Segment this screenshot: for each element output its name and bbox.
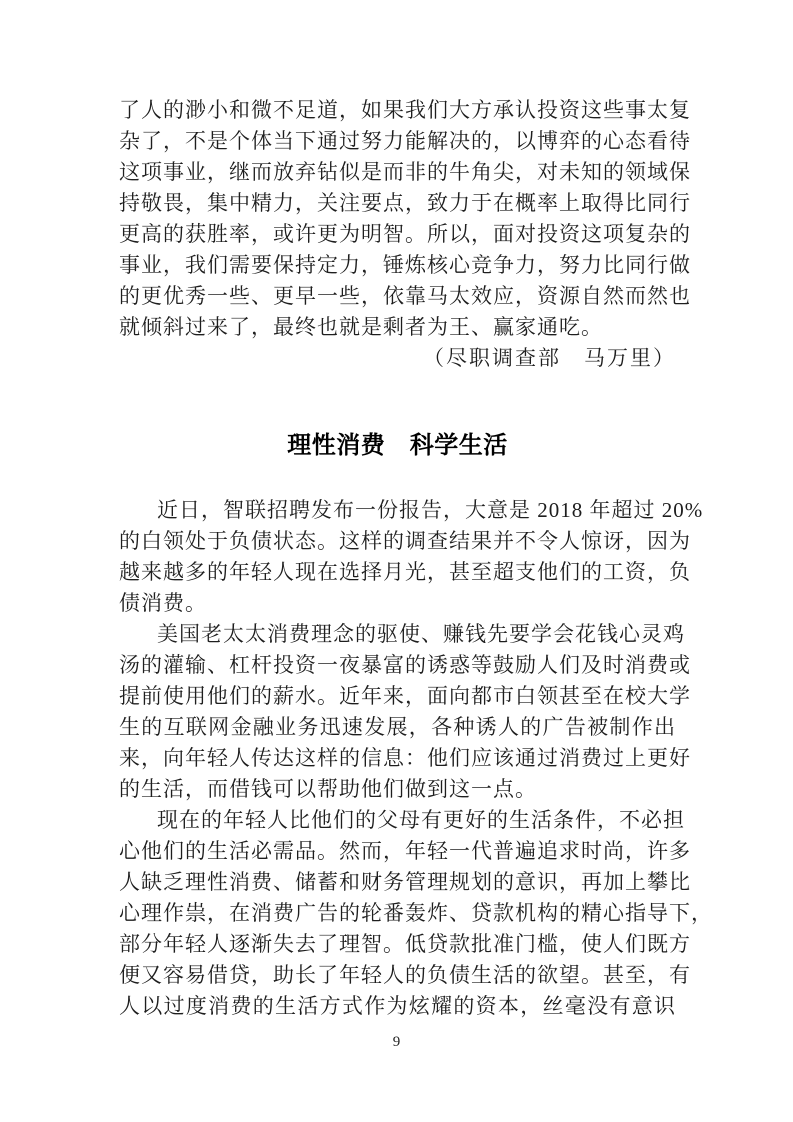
page-number: 9 bbox=[392, 1034, 401, 1050]
text-line: 便又容易借贷，助长了年轻人的负债生活的欲望。甚至，有 bbox=[119, 963, 691, 987]
text-line: 的白领处于负债状态。这样的调查结果并不令人惊讶，因为 bbox=[119, 529, 691, 553]
text-line: 债消费。 bbox=[119, 591, 207, 615]
text-line: 的生活，而借钱可以帮助他们做到这一点。 bbox=[119, 777, 537, 801]
paragraph bbox=[119, 805, 713, 1022]
article-title: 理性消费 科学生活 bbox=[287, 432, 508, 459]
text-line: 汤的灌输、杠杆投资一夜暴富的诱惑等鼓励人们及时消费或 bbox=[119, 653, 691, 677]
text-line: 越来越多的年轻人现在选择月光，甚至超支他们的工资，负 bbox=[119, 560, 691, 584]
text-line: 现在的年轻人比他们的父母有更好的生活条件，不必担 bbox=[157, 808, 685, 832]
text-line: 美国老太太消费理念的驱使、赚钱先要学会花钱心灵鸡 bbox=[157, 622, 685, 646]
article-attribution: （尽职调查部 马万里） bbox=[423, 346, 676, 370]
text-line: 人缺乏理性消费、储蓄和财务管理规划的意识，再加上攀比 bbox=[119, 870, 691, 894]
text-line: 来，向年轻人传达这样的信息：他们应该通过消费过上更好 bbox=[119, 746, 691, 770]
text-line: 事业，我们需要保持定力，锤炼核心竞争力，努力比同行做 bbox=[119, 253, 691, 277]
paragraph bbox=[119, 619, 691, 805]
text-line: 的更优秀一些、更早一些，依靠马太效应，资源自然而然也 bbox=[119, 284, 691, 308]
text-line: 持敬畏，集中精力，关注要点，致力于在概率上取得比同行 bbox=[119, 191, 691, 215]
previous-article-continuation bbox=[119, 95, 691, 374]
text-line: 近日，智联招聘发布一份报告，大意是 2018 年超过 20% bbox=[157, 498, 704, 522]
text-line: 更高的获胜率，或许更为明智。所以，面对投资这项复杂的 bbox=[119, 222, 691, 246]
text-line: 就倾斜过来了，最终也就是剩者为王、赢家通吃。 bbox=[119, 315, 603, 339]
text-line: 了人的渺小和微不足道，如果我们大方承认投资这些事太复 bbox=[119, 98, 691, 122]
text-line: 生的互联网金融业务迅速发展，各种诱人的广告被制作出 bbox=[119, 715, 676, 739]
text-line: 人以过度消费的生活方式作为炫耀的资本，丝毫没有意识 bbox=[119, 994, 676, 1018]
text-line: 部分年轻人逐渐失去了理智。低贷款批准门槛，使人们既方 bbox=[119, 932, 691, 956]
text-line: 杂了，不是个体当下通过努力能解决的，以博弈的心态看待 bbox=[119, 129, 691, 153]
text-line: 心他们的生活必需品。然而，年轻一代普遍追求时尚，许多 bbox=[119, 839, 691, 863]
text-line: 这项事业，继而放弃钻似是而非的牛角尖，对未知的领域保 bbox=[119, 160, 691, 184]
paragraph bbox=[119, 495, 704, 619]
text-line: 心理作祟，在消费广告的轮番轰炸、贷款机构的精心指导下， bbox=[119, 901, 713, 925]
text-line: 提前使用他们的薪水。近年来，面向都市白领甚至在校大学 bbox=[119, 684, 691, 708]
article-body bbox=[119, 495, 713, 1022]
